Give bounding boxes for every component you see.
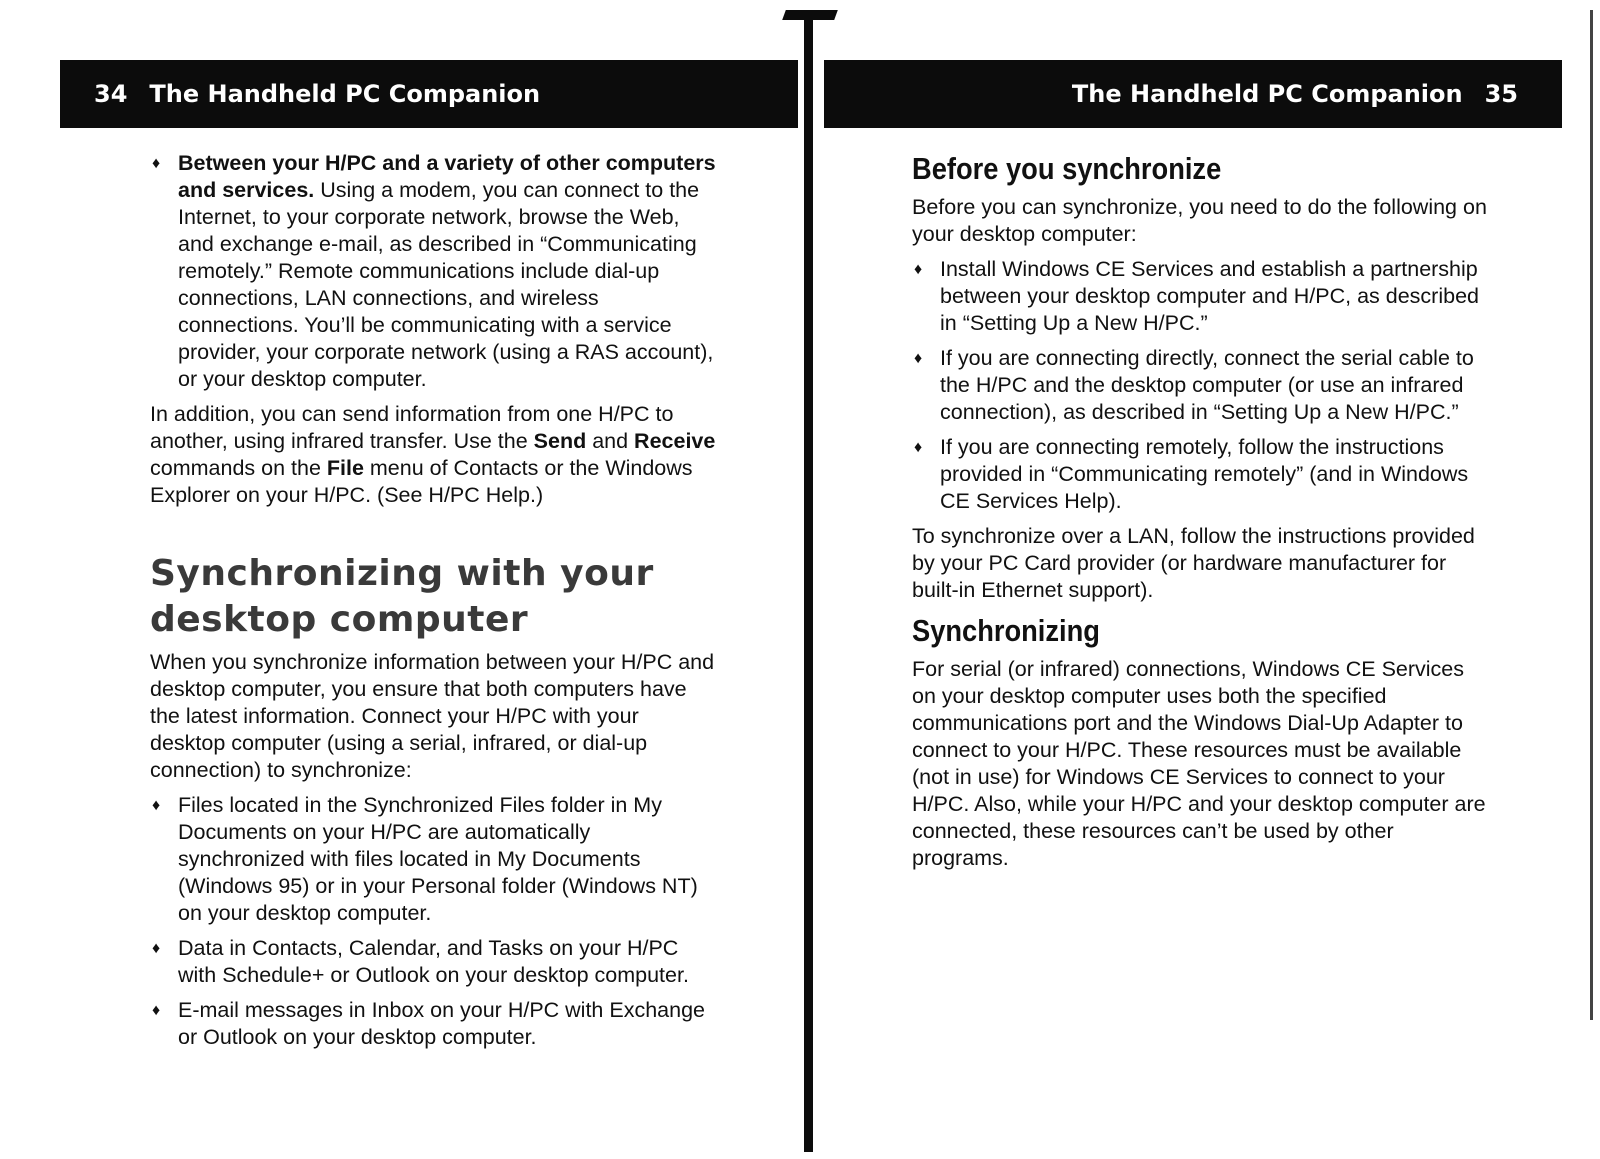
right-running-head: The Handheld PC Companion <box>1071 80 1463 108</box>
diamond-bullet-icon: ♦ <box>152 940 161 957</box>
page-edge-line <box>1590 10 1593 1020</box>
diamond-bullet-icon: ♦ <box>914 439 923 456</box>
right-page-number: 35 <box>1484 80 1518 108</box>
list-item <box>150 935 720 989</box>
sync-bullet-list <box>150 792 720 1051</box>
left-running-head: The Handheld PC Companion <box>149 80 541 108</box>
bullet-text: Data in Contacts, Calendar, and Tasks on your H/PC with Schedule+ or Outlook on your desktop computer. <box>178 936 689 987</box>
list-item <box>150 150 720 393</box>
section-heading-before-you-synchronize: Before you synchronize <box>912 151 1222 186</box>
bullet-text: Using a modem, you can connect to the Internet, to your corporate network, browse the Web, and exchange e-mail, as described in “Communicating remotely.” Remote communications include dial-up connections, LAN connections, and wireless connections. You’ll be communicating with a service provider, your corporate network (using a RAS account), or your desktop computer. <box>178 178 714 391</box>
book-spine <box>804 18 813 1152</box>
left-page-number: 34 <box>94 80 128 108</box>
text-run: and <box>586 429 635 453</box>
list-item <box>150 997 720 1051</box>
diamond-bullet-icon: ♦ <box>914 350 923 367</box>
lan-paragraph: To synchronize over a LAN, follow the instructions provided by your PC Card provider (or hardware manufacturer for built-in Ethernet support). <box>912 524 1475 602</box>
text-run: In addition, you can send information from one H/PC to another, using infrared transfer. Use the <box>150 402 674 453</box>
diamond-bullet-icon: ♦ <box>152 797 161 814</box>
left-running-header <box>60 60 798 128</box>
send-command-label: Send <box>533 429 587 453</box>
diamond-bullet-icon: ♦ <box>152 1002 161 1019</box>
list-item <box>150 792 720 927</box>
section-heading-synchronizing-desktop: Synchronizing with your desktop computer <box>150 553 654 640</box>
before-bullet-list <box>912 256 1492 515</box>
bullet-text: Install Windows CE Services and establish a partnership between your desktop computer and H/PC, as described in “Setting Up a New H/PC.” <box>940 257 1479 335</box>
list-item <box>912 256 1492 337</box>
bullet-bold-lead: Between your H/PC and a variety of other computers and services. <box>178 151 716 202</box>
text-run: menu of Contacts or the Windows Explorer on your H/PC. (See H/PC Help.) <box>150 456 693 507</box>
text-run: commands on the <box>150 456 327 480</box>
receive-command-label: Receive <box>634 429 716 453</box>
diamond-bullet-icon: ♦ <box>152 155 161 172</box>
diamond-bullet-icon: ♦ <box>914 261 923 278</box>
bullet-text: If you are connecting directly, connect the serial cable to the H/PC and the desktop computer (or use an infrared connection), as described in “Setting Up a New H/PC.” <box>940 346 1474 424</box>
sync-intro-paragraph: When you synchronize information between your H/PC and desktop computer, you ensure that both computers have the latest information. Connect your H/PC with your desktop computer (using a serial, infrared, or dial-up connection) to synchronize: <box>150 650 715 782</box>
before-intro-paragraph: Before you can synchronize, you need to do the following on your desktop computer: <box>912 195 1487 246</box>
list-item <box>912 345 1492 426</box>
file-menu-label: File <box>326 456 364 480</box>
bullet-text: If you are connecting remotely, follow the instructions provided in “Communicating remotely” (and in Windows CE Services Help). <box>940 435 1469 513</box>
right-running-header <box>824 60 1562 128</box>
bullet-text: E-mail messages in Inbox on your H/PC with Exchange or Outlook on your desktop computer. <box>178 998 705 1049</box>
list-item <box>912 434 1492 515</box>
left-page-body <box>150 150 720 1059</box>
section-heading-synchronizing: Synchronizing <box>912 613 1100 648</box>
sync-detail-paragraph: For serial (or infrared) connections, Windows CE Services on your desktop computer uses both the specified communications port and the Windows Dial-Up Adapter to connect to your H/PC. These resources must be available (not in use) for Windows CE Services to connect to your H/PC. Also, while your H/PC and your desktop computer are connected, these resources can’t be used by other programs. <box>912 657 1486 870</box>
addition-paragraph <box>150 401 720 509</box>
bullet-text: Files located in the Synchronized Files folder in My Documents on your H/PC are automatically synchronized with files located in My Documents (Windows 95) or in your Personal folder (Windows NT) on your desktop computer. <box>178 793 698 925</box>
right-page-body <box>912 150 1492 880</box>
intro-bullet-list <box>150 150 720 393</box>
